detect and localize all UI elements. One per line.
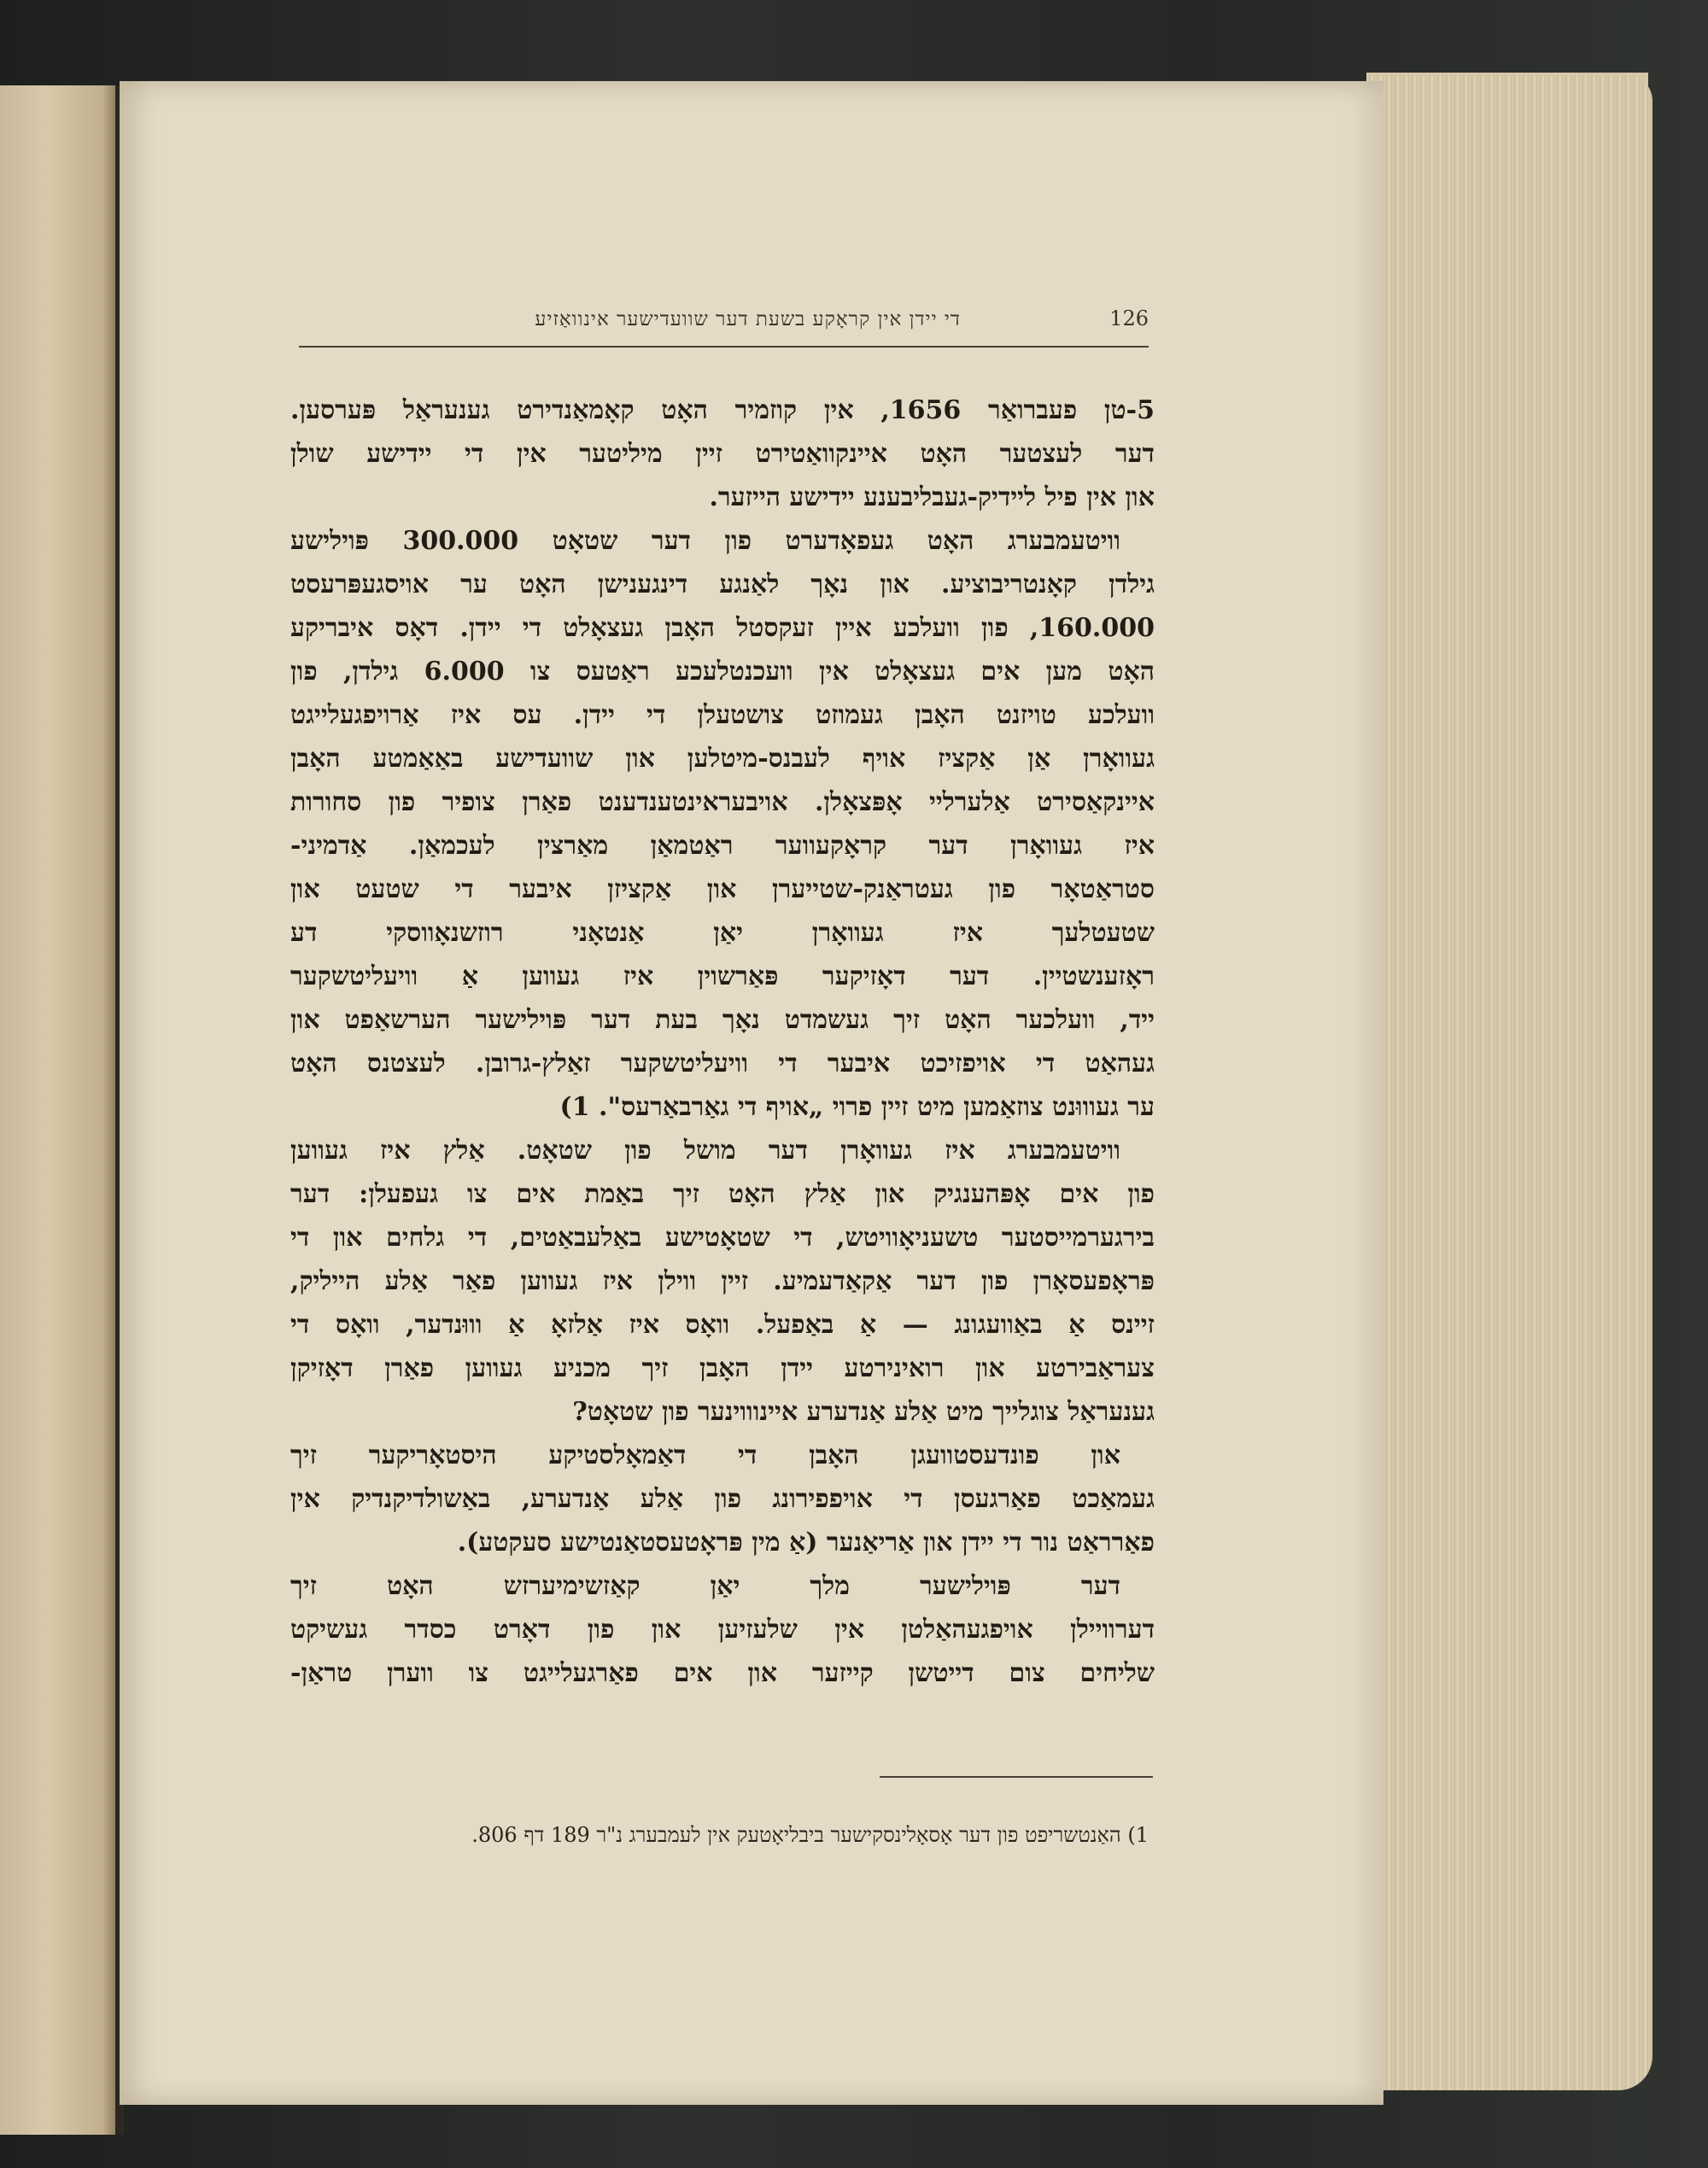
page-number: 126 [1109,307,1149,330]
text-line: איינקאַסירט אַלערליי אָפּצאָלן. אויבעראינטענדענט פאַרן צופיר פון סחורות [290,787,1155,817]
text-line: פאַרראַט נור די יידן און אַריאַנער (אַ מין פּראָטעסטאַנטישע סעקטע). [457,1528,1155,1557]
text-line: איז געוואָרן דער קראָקעווער ראַטמאַן מאַרצין לעכמאַן. אַדמיני- [290,831,1155,861]
text-line: צעראַבירטע און רואינירטע יידן האָבן זיך מכניע געווען פאַרן דאָזיקן [290,1353,1155,1383]
text-line: דערוויילן אויפגעהאַלטן אין שלעזיען און פון דאָרט כסדר געשיקט [290,1615,1155,1645]
body-text [290,389,1155,1695]
text-line: דער לעצטער האָט איינקוואַטירט זיין מיליטער אין די יידישע שולן [290,439,1155,469]
page-header [299,303,1149,341]
text-line: און אין פיל ליידיק-געבליבענע יידישע הייזער. [709,482,1155,512]
text-line: געוואָרן אַן אַקציז אויף לעבנס-מיטלען און שוועדישע באַאַמטע האָבן [290,744,1155,774]
text-line: ער געוווּנט צוזאַמען מיט זיין פרוי „אויף די גאַרבאַרעס". 1) [559,1092,1155,1122]
running-head: די יידן אין קראָקע בשעת דער שוועדישער אינוואַזיע [535,308,961,330]
page-stack-edge [1366,75,1652,2090]
footnote-rule [880,1776,1153,1778]
text-line: ייד, וועלכער האָט זיך געשמדט נאָך בעת דער פּוילישער הערשאַפט און [290,1005,1155,1035]
text-line: און פונדעסטוועגן האָבן די דאַמאָלסטיקע היסטאָריקער זיך [290,1440,1120,1470]
header-rule [299,346,1149,348]
text-line: פּראָפעסאָרן פון דער אַקאַדעמיע. זיין ווילן איז געווען פאַר אַלע הייליק, [290,1266,1155,1296]
text-line: זיינס אַ באַוועגונג — אַ באַפעל. וואָס איז אַלזאָ אַ וווּנדער, וואָס די [290,1310,1155,1340]
text-line: 5-טן פעברואַר 1656, אין קוזמיר האָט קאָמאַנדירט גענעראַל פּערסען. [290,395,1155,425]
text-line: ראָזענשטיין. דער דאָזיקער פּאַרשוין איז געווען אַ וויעליטשקער [290,961,1155,991]
text-line: דער פּוילישער מלך יאַן קאַזשימיערזש האָט זיך [290,1571,1120,1601]
text-line: בירגערמייסטער טשעניאָוויטש, די שטאָטישע באַלעבאַטים, די גלחים און די [290,1223,1155,1253]
text-line: גילדן קאָנטריבוציע. און נאָך לאַנגע דינגענישן האָט ער אויסגעפּרעסט [290,570,1155,599]
text-line: געהאַט די אויפזיכט איבער די וויעליטשקער זאַלץ-גרובן. לעצטנס האָט [290,1049,1155,1078]
text-line: גענעראַל צוגלייך מיט אַלע אַנדערע איינוווינער פון שטאָט? [572,1397,1155,1427]
text-line: האָט מען אים געצאָלט אין וועכנטלעכע ראַטעס צו 6.000 גילדן, פון [290,657,1155,687]
text-line: געמאַכט פאַרגעסן די אויפפירונג פון אַלע אַנדערע, באַשולדיקנדיק אין [290,1484,1155,1514]
text-line: פון אים אָפּהענגיק און אַלץ האָט זיך באַמת אים צו געפעלן: דער [290,1179,1155,1209]
text-line: שליחים צום דייטשן קייזער און אים פאַרגעלייגט צו ווערן טראַן- [290,1658,1155,1688]
left-page-edge [0,85,115,2135]
text-line: וועלכע טויזנט האָבן געמוזט צושטעלן די יידן. עס איז אַרויפגעלייגט [290,700,1155,730]
text-line: שטעטלעך איז געוואָרן יאַן אַנטאָני רוזשנאָווסקי דע [290,918,1155,948]
text-line: סטראַטאָר פון געטראַנק-שטייערן און אַקציזן איבער די שטעט און [290,874,1155,904]
text-line: 160.000, פון וועלכע איין זעקסטל האָבן געצאָלט די יידן. דאָס איבריקע [290,613,1155,643]
text-line: וויטעמבערג איז געוואָרן דער מושל פון שטאָט. אַלץ איז געווען [290,1136,1120,1166]
text-line: וויטעמבערג האָט געפאָדערט פון דער שטאָט 300.000 פּוילישע [290,526,1121,556]
footnote: 1) האַנטשריפט פון דער אָסאָלינסקישער ביבליאָטעק אין לעמבערג נ"ר 189 דף 806. [471,1823,1149,1847]
